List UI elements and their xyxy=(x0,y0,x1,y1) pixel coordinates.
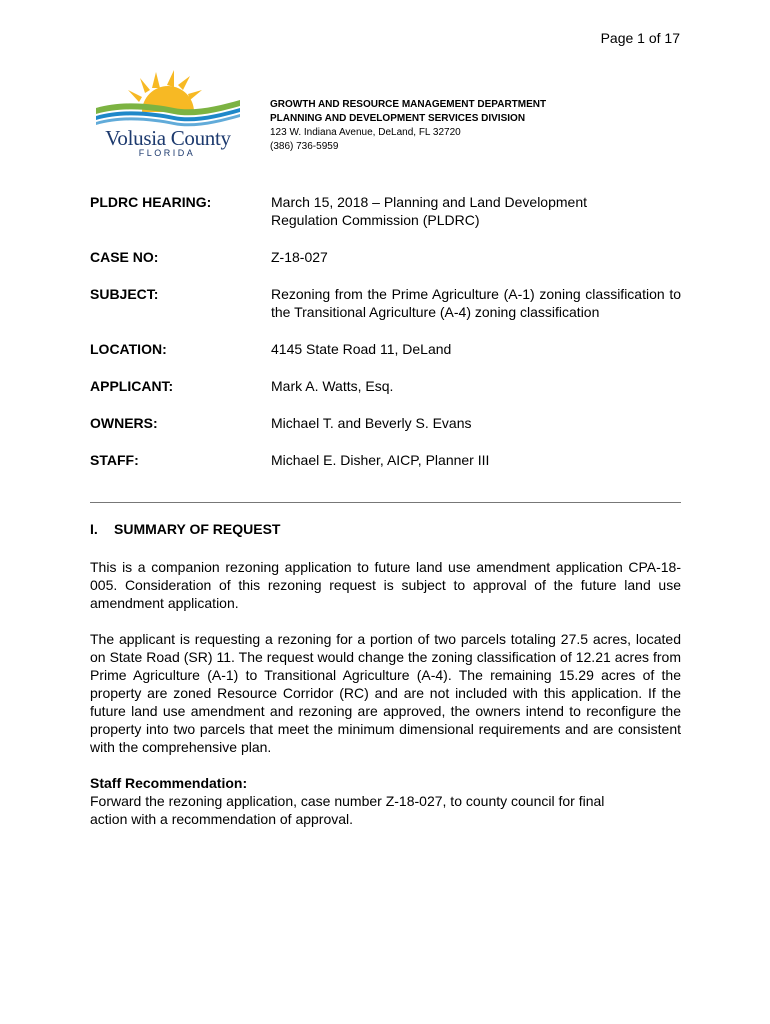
division-name: PLANNING AND DEVELOPMENT SERVICES DIVISION xyxy=(270,113,526,124)
section-divider xyxy=(90,502,681,503)
field-staff xyxy=(90,451,681,469)
field-value: Mark A. Watts, Esq. xyxy=(271,378,394,394)
field-label: OWNERS: xyxy=(90,415,158,431)
recommendation-heading: Staff Recommendation: xyxy=(90,775,248,791)
case-fields xyxy=(90,193,681,469)
field-value: Michael T. and Beverly S. Evans xyxy=(271,415,472,431)
field-label: LOCATION: xyxy=(90,341,167,357)
summary-paragraph-1: This is a companion rezoning application to future land use amendment application CPA-18-005. Consideration of this rezoning request is subject to approval of the future land use amendment application. xyxy=(90,559,681,611)
department-name: GROWTH AND RESOURCE MANAGEMENT DEPARTMENT xyxy=(270,99,547,110)
page-number: Page 1 of 17 xyxy=(600,30,680,46)
field-case-no xyxy=(90,248,681,266)
department-address: 123 W. Indiana Avenue, DeLand, FL 32720 xyxy=(270,127,461,138)
department-phone: (386) 736-5959 xyxy=(270,141,339,152)
field-label: PLDRC HEARING: xyxy=(90,194,212,210)
field-label: APPLICANT: xyxy=(90,378,174,394)
field-owners xyxy=(90,414,681,432)
recommendation-line-2: action with a recommendation of approval. xyxy=(90,811,354,827)
field-location xyxy=(90,340,681,358)
section-number: I. xyxy=(90,521,98,537)
hearing-line-1: March 15, 2018 – Planning and Land Development xyxy=(271,194,587,210)
section-heading xyxy=(90,520,681,538)
field-hearing xyxy=(90,193,681,229)
staff-recommendation xyxy=(90,774,681,828)
field-value: 4145 State Road 11, DeLand xyxy=(271,341,452,357)
recommendation-line-1: Forward the rezoning application, case number Z-18-027, to county council for final xyxy=(90,793,605,809)
field-value: Z-18-027 xyxy=(271,249,328,265)
logo-state-name: FLORIDA xyxy=(138,148,196,158)
hearing-line-2: Regulation Commission (PLDRC) xyxy=(271,212,480,228)
field-label: SUBJECT: xyxy=(90,286,159,302)
field-subject xyxy=(90,285,681,321)
field-applicant xyxy=(90,377,681,395)
field-label: CASE NO: xyxy=(90,249,159,265)
volusia-county-logo xyxy=(94,70,240,162)
field-value: Michael E. Disher, AICP, Planner III xyxy=(271,452,490,468)
sun-icon xyxy=(94,70,240,130)
section-title: SUMMARY OF REQUEST xyxy=(114,521,281,537)
field-label: STAFF: xyxy=(90,452,139,468)
logo-county-name: Volusia County xyxy=(105,126,231,150)
field-value: Rezoning from the Prime Agriculture (A-1) zoning classification to the Transitional Agriculture (A-4) zoning classification xyxy=(271,286,681,320)
summary-section xyxy=(90,520,681,828)
summary-paragraph-2: The applicant is requesting a rezoning for a portion of two parcels totaling 27.5 acres, located on State Road (SR) 11. The request would change the zoning classification of 12.21 acres from Prime Agriculture (A-1) to Transitional Agriculture (A-4). The remaining 15.29 acres of the property are zoned Resource Corridor (RC) and are not included with this application. If the future land use amendment and rezoning are approved, the owners intend to reconfigure the property into two parcels that meet the minimum dimensional requirements and are consistent with the comprehensive plan. xyxy=(90,631,681,755)
department-header xyxy=(270,98,546,154)
field-value xyxy=(271,193,681,229)
